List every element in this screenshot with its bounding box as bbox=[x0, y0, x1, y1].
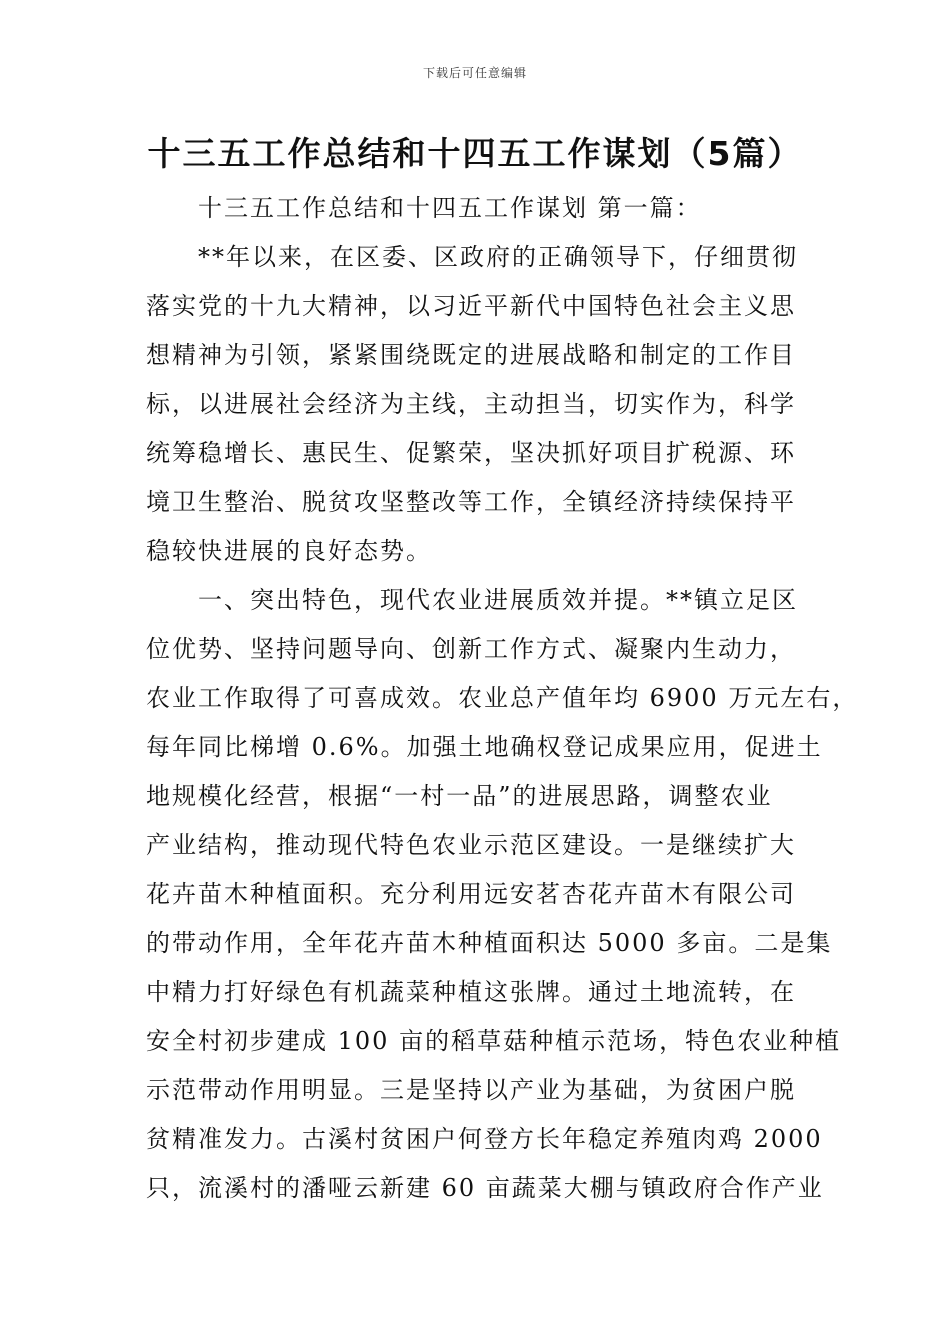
header-note: 下载后可任意编辑 bbox=[422, 66, 527, 80]
body-line: 安全村初步建成 100 亩的稻草菇种植示范场，特色农业种植 bbox=[146, 1027, 842, 1055]
body-line: 位优势、坚持问题导向、创新工作方式、凝聚内生动力， bbox=[146, 635, 796, 663]
body-line: 境卫生整治、脱贫攻坚整改等工作，全镇经济持续保持平 bbox=[146, 488, 796, 516]
body-line: 想精神为引领，紧紧围绕既定的进展战略和制定的工作目 bbox=[146, 341, 796, 369]
body-line: 一、突出特色，现代农业进展质效并提。**镇立足区 bbox=[146, 586, 798, 614]
body-line: 只，流溪村的潘哑云新建 60 亩蔬菜大棚与镇政府合作产业 bbox=[146, 1174, 824, 1202]
body-line: 十三五工作总结和十四五工作谋划 第一篇： bbox=[146, 194, 702, 222]
body-line: 标，以进展社会经济为主线，主动担当，切实作为，科学 bbox=[146, 390, 796, 418]
body-line: 稳较快进展的良好态势。 bbox=[146, 537, 432, 565]
document-title: 十三五工作总结和十四五工作谋划（5篇） bbox=[147, 134, 803, 173]
body-line: 示范带动作用明显。三是坚持以产业为基础，为贫困户脱 bbox=[146, 1076, 796, 1104]
body-line: 贫精准发力。古溪村贫困户何登方长年稳定养殖肉鸡 2000 bbox=[146, 1125, 823, 1153]
body-line: 落实党的十九大精神，以习近平新代中国特色社会主义思 bbox=[146, 292, 796, 320]
body-line: 统筹稳增长、惠民生、促繁荣，坚决抓好项目扩税源、环 bbox=[146, 439, 796, 467]
body-line: 花卉苗木种植面积。充分利用远安茗杏花卉苗木有限公司 bbox=[146, 880, 796, 908]
body-line: 产业结构，推动现代特色农业示范区建设。一是继续扩大 bbox=[146, 831, 796, 859]
body-line: 地规模化经营，根据“一村一品”的进展思路，调整农业 bbox=[146, 782, 773, 810]
document-body bbox=[146, 184, 859, 1213]
body-line: 农业工作取得了可喜成效。农业总产值年均 6900 万元左右， bbox=[146, 684, 859, 712]
body-line: 中精力打好绿色有机蔬菜种植这张牌。通过土地流转，在 bbox=[146, 978, 796, 1006]
body-line: 的带动作用，全年花卉苗木种植面积达 5000 多亩。二是集 bbox=[146, 929, 833, 957]
body-line: **年以来，在区委、区政府的正确领导下，仔细贯彻 bbox=[146, 243, 798, 271]
body-line: 每年同比梯增 0.6%。加强土地确权登记成果应用，促进土 bbox=[146, 733, 823, 761]
